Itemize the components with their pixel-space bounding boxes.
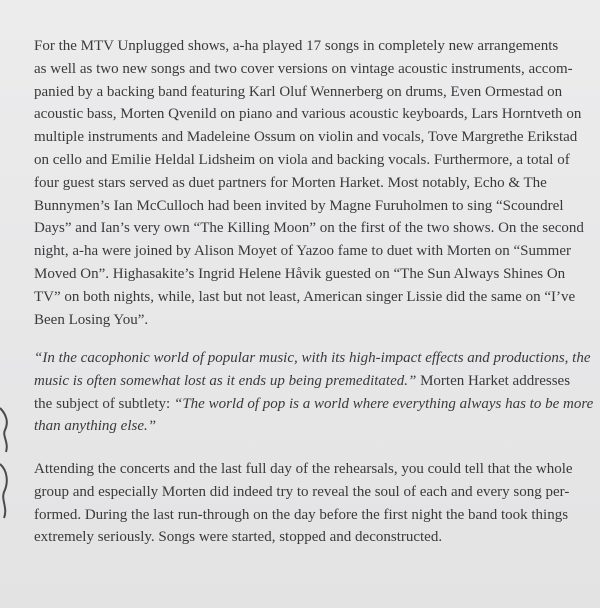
spine-binding-mark xyxy=(0,400,14,540)
narration-text: the subject of subtlety: xyxy=(34,395,174,412)
paragraph-guest-stars xyxy=(34,35,584,331)
text-line xyxy=(34,370,574,393)
text-line: four guest stars served as duet partners for Morten Harket. Most notably, Echo & The xyxy=(34,174,547,191)
text-line: group and especially Morten did indeed try to reveal the soul of each and every song per- xyxy=(34,483,570,500)
text-line: panied by a backing band featuring Karl Oluf Wennerberg on drums, Even Ormestad on xyxy=(34,83,563,100)
text-line: acoustic bass, Morten Qvenild on piano and various acoustic keyboards, Lars Horntveth on xyxy=(34,106,582,123)
narration-text: Morten Harket addresses xyxy=(416,372,571,389)
paragraph-rehearsals xyxy=(34,458,574,549)
text-line: Attending the concerts and the last full day of the rehearsals, you could tell that the whole xyxy=(34,461,573,477)
text-line: formed. During the last run-through on the day before the first night the band took things xyxy=(34,506,569,523)
paragraph-harket-quote xyxy=(34,347,594,438)
text-line: multiple instruments and Madeleine Ossum on violin and vocals, Tove Margrethe Erikstad xyxy=(34,129,578,146)
quote-text: music is often somewhat lost as it ends up being premeditated.” xyxy=(34,372,417,389)
text-line: Bunnymen’s Ian McCulloch had been invited by Magne Furuholmen to sing “Scoundrel xyxy=(34,197,564,214)
text-line: night, a-ha were joined by Alison Moyet of Yazoo fame to duet with Morten on “Summer xyxy=(34,243,571,260)
text-line: as well as two new songs and two cover versions on vintage acoustic instruments, accom- xyxy=(34,60,573,77)
text-line xyxy=(34,347,591,370)
text-line: on cello and Emilie Heldal Lidsheim on viola and backing vocals. Furthermore, a total of xyxy=(34,151,570,168)
text-line xyxy=(34,415,574,438)
text-line: TV” on both nights, while, last but not least, American singer Lissie did the same on “I’ve xyxy=(34,288,576,305)
quote-text: “In the cacophonic world of popular music, with its high-impact effects and productions, the xyxy=(34,350,591,366)
quote-text: “The world of pop is a world where everything always has to be more xyxy=(173,395,594,412)
text-line: Been Losing You”. xyxy=(34,311,149,328)
text-line: Moved On”. Highasakite’s Ingrid Helene Håvik guested on “The Sun Always Shines On xyxy=(34,265,566,282)
text-line: extremely seriously. Songs were started, stopped and deconstructed. xyxy=(34,529,443,546)
text-line: For the MTV Unplugged shows, a-ha played 17 songs in completely new arrangements xyxy=(34,38,559,54)
quote-text: than anything else.” xyxy=(34,418,157,435)
text-line xyxy=(34,393,594,416)
text-line: Days” and Ian’s very own “The Killing Moon” on the first of the two shows. On the second xyxy=(34,220,584,237)
